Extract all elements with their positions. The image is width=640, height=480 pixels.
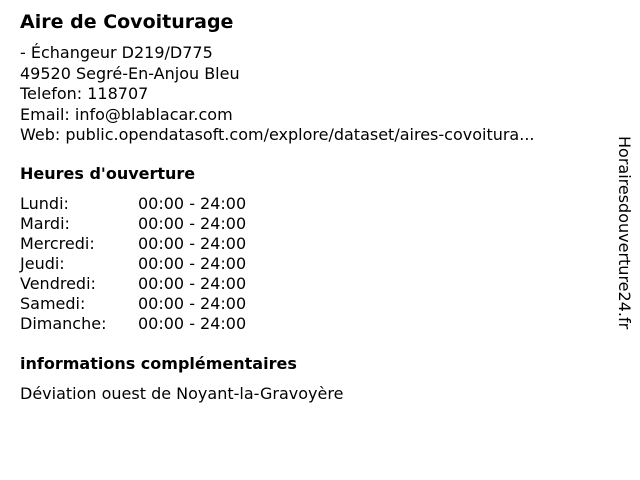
phone-line: Telefon: 118707 [20, 84, 149, 103]
email-line: Email: info@blablacar.com [20, 104, 233, 124]
hours-row-saturday [20, 294, 280, 314]
day-label: Dimanche: [20, 314, 107, 333]
time-range: 00:00 - 24:00 [138, 274, 247, 293]
info-text: Déviation ouest de Noyant-la-Gravoyère [20, 384, 344, 403]
day-label: Mercredi: [20, 234, 95, 253]
day-label: Lundi: [20, 194, 69, 213]
page-title: Aire de Covoiturage [20, 11, 234, 33]
hours-row-thursday [20, 254, 280, 274]
hours-row-wednesday [20, 234, 280, 254]
city-line: 49520 Segré-En-Anjou Bleu [20, 63, 240, 83]
opening-hours-list [20, 194, 280, 334]
time-range: 00:00 - 24:00 [138, 214, 247, 233]
web-line: Web: public.opendatasoft.com/explore/dataset/aires-covoitura... [20, 125, 535, 144]
day-label: Samedi: [20, 294, 86, 313]
hours-row-friday [20, 274, 280, 294]
hours-row-monday [20, 194, 280, 214]
time-range: 00:00 - 24:00 [138, 314, 247, 333]
time-range: 00:00 - 24:00 [138, 234, 247, 253]
time-range: 00:00 - 24:00 [138, 194, 247, 213]
day-label: Vendredi: [20, 274, 96, 293]
hours-row-sunday [20, 314, 280, 334]
address-block [20, 43, 535, 146]
day-label: Mardi: [20, 214, 70, 233]
time-range: 00:00 - 24:00 [138, 254, 247, 273]
site-watermark [612, 136, 636, 376]
hours-heading: Heures d'ouverture [20, 164, 196, 183]
day-label: Jeudi: [20, 254, 65, 273]
watermark-text: Horairesdouverture24.fr [615, 136, 634, 330]
hours-row-tuesday [20, 214, 280, 234]
info-heading: informations complémentaires [20, 354, 297, 373]
street-line: - Échangeur D219/D775 [20, 43, 213, 62]
time-range: 00:00 - 24:00 [138, 294, 247, 313]
